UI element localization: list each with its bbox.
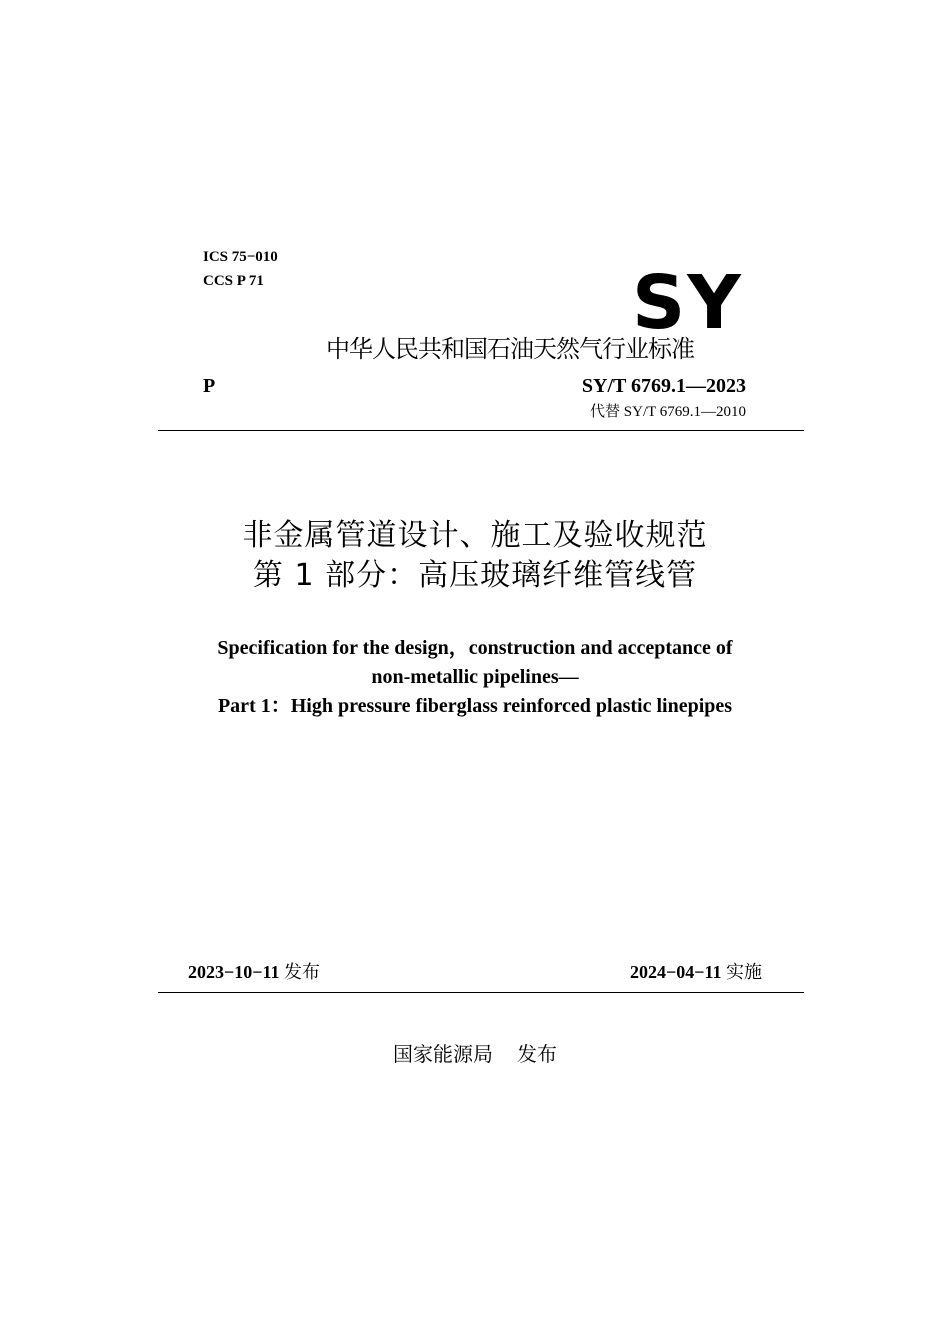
implementation-date-label: 实施 xyxy=(726,962,762,983)
implementation-date xyxy=(630,960,762,985)
english-title-line-2: non-metallic pipelines— xyxy=(371,666,579,688)
issuer xyxy=(0,1040,950,1068)
issuer-name: 国家能源局 xyxy=(393,1042,493,1066)
replaces-standard: 代替 SY/T 6769.1—2010 xyxy=(590,404,746,420)
bottom-divider xyxy=(158,992,804,993)
classification-code: P xyxy=(203,375,216,397)
chinese-title-line-2: 第 1 部分：高压玻璃纤维管线管 xyxy=(252,558,698,593)
issuer-action: 发布 xyxy=(517,1042,557,1066)
issue-date-label: 发布 xyxy=(284,962,321,983)
chinese-title xyxy=(0,516,950,596)
english-title xyxy=(0,634,950,721)
standard-number: SY/T 6769.1—2023 xyxy=(581,375,746,397)
industry-standard-heading: 中华人民共和国石油天然气行业标准 xyxy=(326,335,694,363)
ccs-code: CCS P 71 xyxy=(203,273,264,289)
sy-logo: SY xyxy=(632,260,743,346)
top-divider xyxy=(158,430,804,431)
ics-code: ICS 75−010 xyxy=(203,249,278,265)
chinese-title-line-1: 非金属管道设计、施工及验收规范 xyxy=(242,518,708,553)
english-title-line-3: Part 1：High pressure fiberglass reinforced plastic linepipes xyxy=(217,695,733,717)
issue-date-value: 2023−10−11 xyxy=(188,962,280,982)
implementation-date-value: 2024−04−11 xyxy=(629,962,722,982)
issue-date xyxy=(188,960,320,985)
english-title-line-1: Specification for the design，construction and acceptance of xyxy=(217,637,733,659)
